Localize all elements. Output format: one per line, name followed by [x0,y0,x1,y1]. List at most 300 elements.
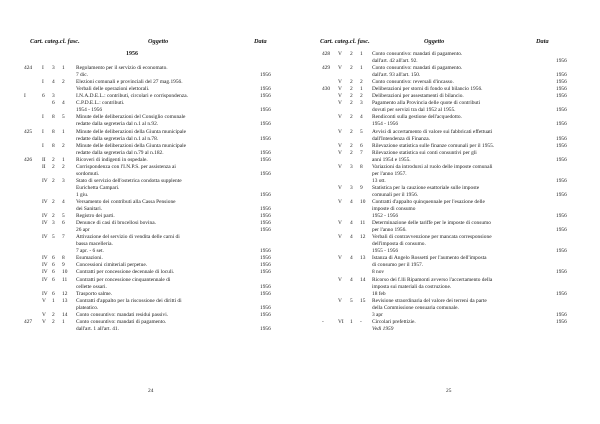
categoria-cell: I [42,114,44,121]
table-row [320,227,578,234]
categoria-cell: V [338,255,342,262]
categoria-cell: IV [42,213,48,220]
fascicolo-cell: 2 [62,142,65,149]
table-row [22,248,280,255]
table-row [22,255,280,262]
fascicolo-cell: 9 [62,262,65,269]
oggetto-cell: Rilevazione statistica sui conti consuntivi per gli [372,149,477,156]
oggetto-cell: 1 giu. [76,191,89,198]
oggetto-cell: Conto consuntivo: mandati di pagamento. [372,65,463,72]
oggetto-cell: Determinazione delle tariffe per le imposte di consumo [372,220,491,227]
oggetto-cell: Conto consuntivo: reversali d'incasso. [372,79,454,86]
data-cell: 1956 [556,177,567,184]
table-row [320,312,578,319]
table-row [22,65,280,72]
oggetto-cell: 1954 - 1956 [372,121,399,128]
classe-cell: 6 [52,276,55,283]
table-row [320,255,578,262]
data-cell: 1956 [556,290,567,297]
table-row [320,277,578,284]
table-row [22,234,280,241]
data-cell: 1956 [556,79,567,86]
classe-cell: 2 [350,149,353,156]
table-row [320,65,578,72]
table-row [22,262,280,269]
oggetto-cell: per l'anno 1957. [372,170,407,177]
classe-cell: 6 [52,262,55,269]
oggetto-cell: bassa macelleria. [76,241,113,248]
classe-cell: 5 [350,297,353,304]
table-row [320,143,578,150]
data-cell: 1956 [556,191,567,198]
oggetto-cell: Denunce di casi di brucellosi bovina. [76,220,156,227]
table-row [22,72,280,79]
table-row [22,107,280,114]
table-row [22,185,280,192]
table-row [320,58,578,65]
table-row [22,305,280,312]
data-cell: 1956 [260,170,271,177]
fascicolo-cell: 2 [360,79,363,86]
fascicolo-cell: 15 [360,297,366,304]
classe-cell: 8 [52,114,55,121]
oggetto-cell: Conto consuntivo: mandati di pagamento. [76,318,167,325]
table-row [320,150,578,157]
oggetto-cell: dell'imposta di consumo. [372,241,426,248]
categoria-cell: V [42,297,46,304]
table-row [22,298,280,305]
classe-cell: 2 [52,213,55,220]
categoria-cell: I [42,65,44,72]
oggetto-cell: comunali per il 1956. [372,191,419,198]
data-cell: 1956 [260,121,271,128]
fascicolo-cell: 4 [62,198,65,205]
categoria-cell: V [338,220,342,227]
table-row [320,121,578,128]
data-cell: 1956 [556,121,567,128]
oggetto-cell: Regolamento per il servizio di economato. [76,65,168,72]
classe-cell: 3 [52,65,55,72]
table-row [22,171,280,178]
fascicolo-cell: 2 [62,79,65,86]
data-cell: 1956 [556,86,567,93]
table-row [22,199,280,206]
categoria-cell: II [42,163,46,170]
fascicolo-cell: 1 [360,65,363,72]
fascicolo-cell: 10 [360,198,366,205]
data-cell: 1956 [556,227,567,234]
categoria-cell: V [338,114,342,121]
header-oggetto: Oggetto [424,38,445,45]
data-cell: 1956 [556,318,567,325]
fascicolo-cell: 11 [360,220,366,227]
data-cell: 1956 [260,269,271,276]
oggetto-cell: Conto consuntivo: mandati di pagamento. [372,51,463,57]
oggetto-cell: dei Sanitari. [76,206,103,213]
categoria-cell: V [338,276,342,283]
oggetto-cell: anni 1954 e 1955. [372,156,411,163]
oggetto-cell: dovuti per servizi tra dal 1952 al 1955. [372,107,456,114]
data-cell: 1956 [260,325,271,332]
categoria-cell: IV [42,234,48,241]
table-row [320,199,578,206]
classe-cell: 5 [52,234,55,241]
oggetto-cell: 26 apr [76,227,90,234]
fascicolo-cell: 5 [62,213,65,220]
table-row [320,93,578,100]
oggetto-cell: Avvisi di accertamento di valore sui fabbricati effettuati [372,128,493,135]
table-row [320,164,578,171]
oggetto-cell: C.P.D.E.L.: contributi. [76,100,125,107]
fascicolo-cell: 9 [360,184,363,191]
categoria-cell: V [338,100,342,107]
table-row [22,150,280,157]
oggetto-cell: Elezioni comunali e provinciali del 27 mag.1956. [76,79,183,86]
fascicolo-cell: - [360,318,362,325]
data-cell: 1956 [556,213,567,220]
data-cell: 1956 [260,290,271,297]
table-row [22,277,280,284]
categoria-cell: V [338,142,342,149]
oggetto-cell: Concessioni cimiteriali perpetue. [76,262,148,269]
oggetto-cell: redatte dalla segreteria dal n.79 al n.182. [76,149,164,156]
oggetto-cell: Minute delle deliberazioni del Consiglio comunale [76,114,186,121]
oggetto-cell: Istanza di Angelo Rossetti per l'aumento dell'imposta [372,255,487,262]
classe-cell: 1 [350,318,353,325]
data-cell: 1956 [260,227,271,234]
fascicolo-cell: 1 [360,86,363,93]
oggetto-cell: 1955 - 1956 [372,248,399,255]
oggetto-cell: Contratti per concessione decennale di loculi. [76,269,175,276]
table-row [320,262,578,269]
classe-cell: 4 [350,276,353,283]
classe-cell: 8 [52,142,55,149]
cartella-cell: 429 [322,65,331,72]
data-cell: 1956 [556,142,567,149]
left-page [22,0,280,424]
data-cell: 1956 [260,135,271,142]
table-row [22,241,280,248]
entry-list [320,51,578,333]
data-cell: 1956 [260,93,271,100]
table-row [320,319,578,326]
oggetto-cell: redatte dalla segreteria dal n.1 al n.92. [76,121,159,128]
oggetto-cell: Pagamento alla Provincia delle quote di contributi [372,100,481,107]
oggetto-cell: Ricoveri di indigenti in ospedale. [76,156,148,163]
table-row [22,269,280,276]
oggetto-cell: 1956 [126,51,138,57]
header-data: Data [254,38,267,45]
table-row [22,100,280,107]
categoria-cell: IV [42,290,48,297]
fascicolo-cell: 14 [360,276,366,283]
classe-cell: 4 [52,79,55,86]
fascicolo-cell: 8 [62,255,65,262]
categoria-cell: V [338,297,342,304]
classe-cell: 2 [350,128,353,135]
fascicolo-cell: 1 [62,156,65,163]
fascicolo-cell: 10 [62,269,68,276]
oggetto-cell: dall'art. 1 all'art. 41. [76,325,119,332]
fascicolo-cell: 6 [360,142,363,149]
table-row [22,220,280,227]
table-row [320,107,578,114]
categoria-cell: I [42,142,44,149]
cartella-cell: 425 [24,128,33,135]
table-row [320,185,578,192]
table-row [22,319,280,326]
categoria-cell: V [338,234,342,241]
categoria-cell: V [338,79,342,86]
year-heading [22,51,280,58]
categoria-cell: IV [42,220,48,227]
fascicolo-cell: 13 [360,255,366,262]
column-header [22,38,280,48]
data-cell: 1956 [260,72,271,79]
categoria-cell: IV [42,255,48,262]
classe-cell: 2 [350,100,353,107]
table-row [320,171,578,178]
column-header [320,38,578,48]
classe-cell: 6 [52,100,55,107]
data-cell: 1956 [260,206,271,213]
data-cell: 1956 [556,107,567,114]
fascicolo-cell: 5 [360,128,363,135]
classe-cell: 2 [52,163,55,170]
fascicolo-cell: 2 [360,93,363,100]
table-row [22,164,280,171]
classe-cell: 8 [52,128,55,135]
right-page [320,0,578,424]
fascicolo-cell: 3 [360,100,363,107]
categoria-cell: IV [42,269,48,276]
categoria-cell: V [338,163,342,170]
classe-cell: 2 [52,318,55,325]
table-row [22,192,280,199]
data-cell: 1956 [260,220,271,227]
categoria-cell: I [42,128,44,135]
categoria-cell: IV [42,262,48,269]
table-row [320,326,578,333]
oggetto-cell: Minute delle deliberazioni della Giunta municipale [76,128,187,135]
table-row [320,178,578,185]
cartella-cell: 428 [322,51,331,57]
categoria-cell: V [42,318,46,325]
table-row [22,206,280,213]
fascicolo-cell: 2 [62,163,65,170]
table-row [320,269,578,276]
categoria-cell: V [338,86,342,93]
cartella-cell: I [24,93,26,100]
classe-cell: 2 [350,65,353,72]
categoria-cell: V [338,65,342,72]
table-row [320,248,578,255]
table-row [22,93,280,100]
table-row [320,157,578,164]
data-cell: 1956 [260,107,271,114]
oggetto-cell: cellette ossari. [76,283,107,290]
oggetto-cell: sordomuti. [76,170,100,177]
oggetto-cell: della Commissione censuaria comunale. [372,304,459,311]
oggetto-cell: di consumo per il 1957. [372,262,424,269]
table-row [320,114,578,121]
table-row [22,326,280,333]
cartella-cell: 430 [322,86,331,93]
oggetto-cell: Deliberazioni per storni di fondo sul bilancio 1956. [372,86,483,93]
classe-cell: 3 [52,93,55,100]
table-row [22,178,280,185]
fascicolo-cell: 7 [62,234,65,241]
table-row [22,284,280,291]
oggetto-cell: imposta sui materiali da costruzione. [372,283,452,290]
categoria-cell: 6 [42,93,45,100]
fascicolo-cell: 13 [62,297,68,304]
oggetto-cell: Eurichetta Campari. [76,184,120,191]
cartella-cell: 427 [24,318,33,325]
data-cell: 1956 [260,156,271,163]
classe-cell: 2 [350,114,353,121]
oggetto-cell: Minute delle deliberazioni della Giunta municipale [76,142,187,149]
table-row [320,220,578,227]
table-row [22,213,280,220]
classe-cell: 3 [350,184,353,191]
classe-cell: 2 [52,156,55,163]
entry-list [22,51,280,333]
table-row [22,121,280,128]
oggetto-cell: Vedi 1959 [372,325,394,332]
table-row [320,291,578,298]
fascicolo-cell: 1 [62,128,65,135]
oggetto-cell: 18 feb [372,290,386,297]
data-cell: 1956 [260,213,271,220]
table-row [320,241,578,248]
oggetto-cell: per l'anno 1956. [372,227,407,234]
oggetto-cell: I.N.A.D.E.L.: contributi, circolari e corrispondenza. [76,93,188,100]
classe-cell: 2 [350,51,353,57]
cartella-cell: 424 [24,65,33,72]
oggetto-cell: imposte di consumo [372,206,416,213]
categoria-cell: IV [42,198,48,205]
oggetto-cell: 8 nov [372,269,385,276]
table-row [22,58,280,65]
data-cell: 1956 [556,311,567,318]
table-row [22,136,280,143]
oggetto-cell: dall'Intendenza di Finanza. [372,135,430,142]
table-row [22,291,280,298]
categoria-cell: V [338,149,342,156]
table-row [320,86,578,93]
page-number: 25 [446,388,452,394]
table-row [320,284,578,291]
table-row [320,129,578,136]
oggetto-cell: Esumazioni. [76,255,103,262]
table-row [320,72,578,79]
categoria-cell: II [42,156,46,163]
data-cell: 1956 [260,255,271,262]
table-row [320,305,578,312]
data-cell: 1956 [556,156,567,163]
categoria-cell: I [42,79,44,86]
fascicolo-cell: 4 [62,100,65,107]
oggetto-cell: Statistica per la cauzione esattoriale sulle imposte [372,184,480,191]
table-row [320,234,578,241]
table-row [320,51,578,58]
table-row [22,143,280,150]
data-cell: 1956 [260,191,271,198]
table-row [320,298,578,305]
fascicolo-cell: 12 [360,234,366,241]
data-cell: 1956 [556,72,567,79]
table-row [22,86,280,93]
table-row [22,79,280,86]
data-cell: 1956 [260,311,271,318]
oggetto-cell: Contratti per concessione cinquantennale di [76,276,171,283]
fascicolo-cell: 8 [360,163,363,170]
oggetto-cell: Versamento dei contributi alla Cassa Pensione [76,198,176,205]
oggetto-cell: Deliberazioni per assestamenti di bilancio. [372,93,464,100]
classe-cell: 2 [350,79,353,86]
oggetto-cell: 13 ott. [372,177,386,184]
data-cell: 1956 [260,86,271,93]
oggetto-cell: Attivazione del servizio di vendita delle carni di [76,234,180,241]
fascicolo-cell: 1 [62,65,65,72]
fascicolo-cell: 11 [62,276,68,283]
oggetto-cell: 7 dic. [76,72,88,79]
classe-cell: 4 [350,255,353,262]
categoria-cell: V [338,184,342,191]
categoria-cell: V [338,93,342,100]
categoria-cell: IV [42,177,48,184]
data-cell: 1956 [260,304,271,311]
oggetto-cell: dall'art. 93 all'art. 150. [372,72,421,79]
oggetto-cell: 3 apr [372,311,383,318]
oggetto-cell: Registro dei parti. [76,213,115,220]
oggetto-cell: Corrispondenza con l'I.N.P.S. per assistenza ai [76,163,176,170]
categoria-cell: IV [42,276,48,283]
oggetto-cell: Variazioni da introdursi al ruolo delle imposte comunali [372,163,493,170]
data-cell: 1956 [260,283,271,290]
fascicolo-cell: 1 [62,318,65,325]
oggetto-cell: Revisione straordinaria del valore dei terreni da parte [372,297,487,304]
header-cart: Cart. categ.cl. fasc. [30,38,80,45]
oggetto-cell: Stato di servizio dell'ostetrica condotta supplente [76,177,182,184]
oggetto-cell: 7 apr. - 6 set. [76,248,104,255]
fascicolo-cell: 14 [62,311,68,318]
oggetto-cell: Contratti d'appalto per la riscossione dei diritti di [76,297,182,304]
classe-cell: 4 [350,198,353,205]
page-number: 24 [148,388,154,394]
oggetto-cell: Rendiconti sulla gestione dell'acquedotto. [372,114,462,121]
table-row [320,100,578,107]
table-row [22,129,280,136]
oggetto-cell: 1954 - 1956 [76,107,103,114]
classe-cell: 2 [350,86,353,93]
oggetto-cell: Conto consuntivo: mandati residui passivi. [76,311,169,318]
table-row [320,136,578,143]
data-cell: 1956 [260,248,271,255]
fascicolo-cell: 4 [360,114,363,121]
fascicolo-cell: 3 [62,177,65,184]
cartella-cell: 426 [24,156,33,163]
classe-cell: 2 [52,311,55,318]
classe-cell: 1 [52,297,55,304]
data-cell: 1956 [556,135,567,142]
fascicolo-cell: 1 [360,51,363,57]
oggetto-cell: dall'art. 42 all'art. 92. [372,58,418,65]
oggetto-cell: Circolari prefettizie. [372,318,416,325]
categoria-cell: V [42,311,46,318]
table-row [320,192,578,199]
